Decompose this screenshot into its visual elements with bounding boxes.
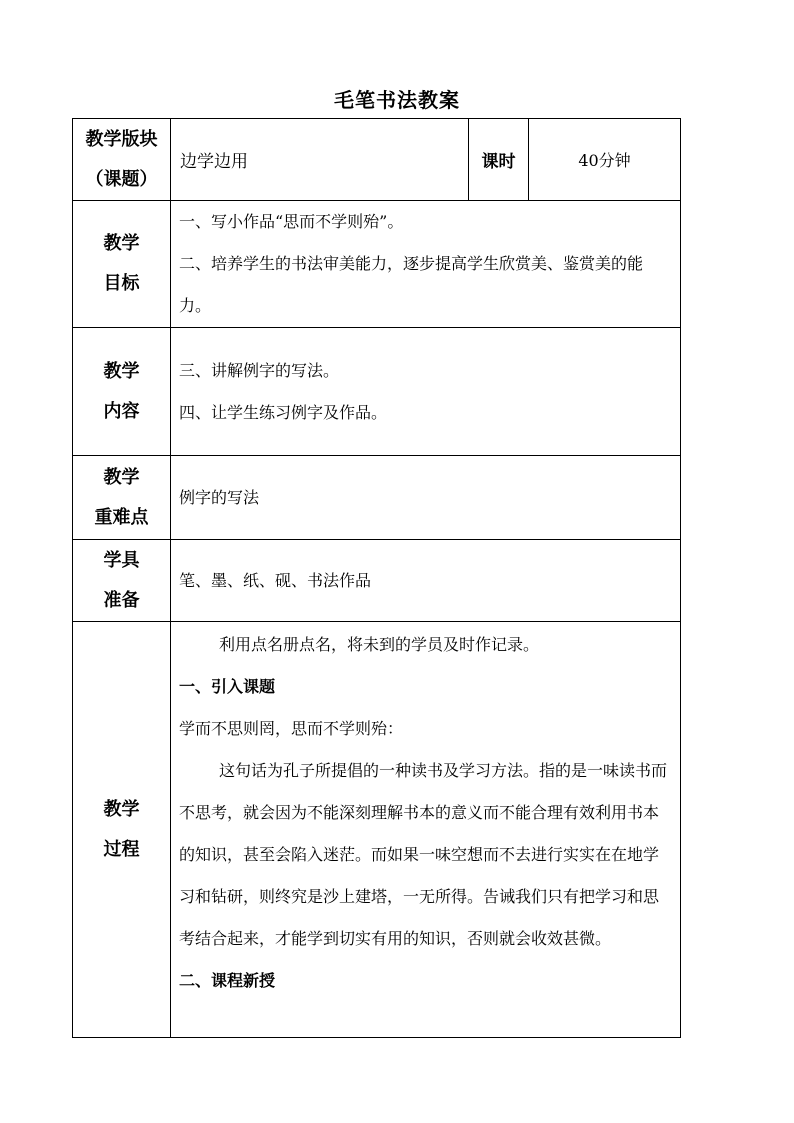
label-content-line2: 内容 xyxy=(103,400,140,422)
row-content xyxy=(73,328,681,456)
label-tools xyxy=(73,540,171,622)
row-module xyxy=(73,119,681,201)
process-section-2: 二、课程新授 xyxy=(179,971,276,990)
label-difficulty-line2: 重难点 xyxy=(94,506,149,528)
difficulty-value: 例字的写法 xyxy=(171,456,681,540)
goals-content xyxy=(171,201,681,328)
label-difficulty xyxy=(73,456,171,540)
process-intro: 利用点名册点名，将未到的学员及时作记录。 xyxy=(219,635,540,654)
process-section-1: 一、引入课题 xyxy=(179,677,276,696)
label-goals xyxy=(73,201,171,328)
process-paragraph: 这句话为孔子所提倡的一种读书及学习方法。指的是一味读书而不思考，就会因为不能深刻理解书本的意义而不能合理有效利用书本的知识，甚至会陷入迷茫。而如果一味空想而不去进行实实在在地学习和钻研，则终究是沙上建塔，一无所得。告诫我们只有把学习和思考结合起来，才能学到切实有用的知识，否则就会收效甚微。 xyxy=(179,761,668,948)
label-content xyxy=(73,328,171,456)
tools-value: 笔、墨、纸、砚、书法作品 xyxy=(171,540,681,622)
process-content xyxy=(171,622,681,1038)
label-difficulty-line1: 教学 xyxy=(103,466,140,488)
goal-line-1: 一、写小作品“思而不学则殆”。 xyxy=(179,212,404,231)
row-process xyxy=(73,622,681,1038)
label-content-line1: 教学 xyxy=(103,360,140,382)
module-value: 边学边用 xyxy=(171,119,469,201)
document-title: 毛笔书法教案 xyxy=(334,88,460,112)
label-goals-line2: 目标 xyxy=(103,273,140,294)
label-process xyxy=(73,622,171,1038)
goal-line-2: 二、培养学生的书法审美能力，逐步提高学生欣赏美、鉴赏美的能力。 xyxy=(179,254,644,315)
row-goals xyxy=(73,201,681,328)
content-line-1: 三、讲解例字的写法。 xyxy=(179,360,340,380)
process-quote: 学而不思则罔，思而不学则殆： xyxy=(179,719,404,738)
row-tools xyxy=(73,540,681,622)
label-goals-line1: 教学 xyxy=(103,233,140,254)
label-module-line1: 教学版块 xyxy=(85,128,158,150)
lesson-plan-table xyxy=(72,118,681,1038)
content-line-2: 四、让学生练习例字及作品。 xyxy=(179,402,388,422)
label-tools-line1: 学具 xyxy=(103,549,140,571)
label-module-line2: （课题） xyxy=(85,168,158,190)
row-difficulty xyxy=(73,456,681,540)
period-label: 课时 xyxy=(469,119,529,201)
period-value: 40分钟 xyxy=(529,119,681,201)
label-process-line1: 教学 xyxy=(103,798,140,820)
label-module xyxy=(73,119,171,201)
label-process-line2: 过程 xyxy=(103,838,140,860)
teaching-content xyxy=(171,328,681,456)
label-tools-line2: 准备 xyxy=(103,589,140,611)
